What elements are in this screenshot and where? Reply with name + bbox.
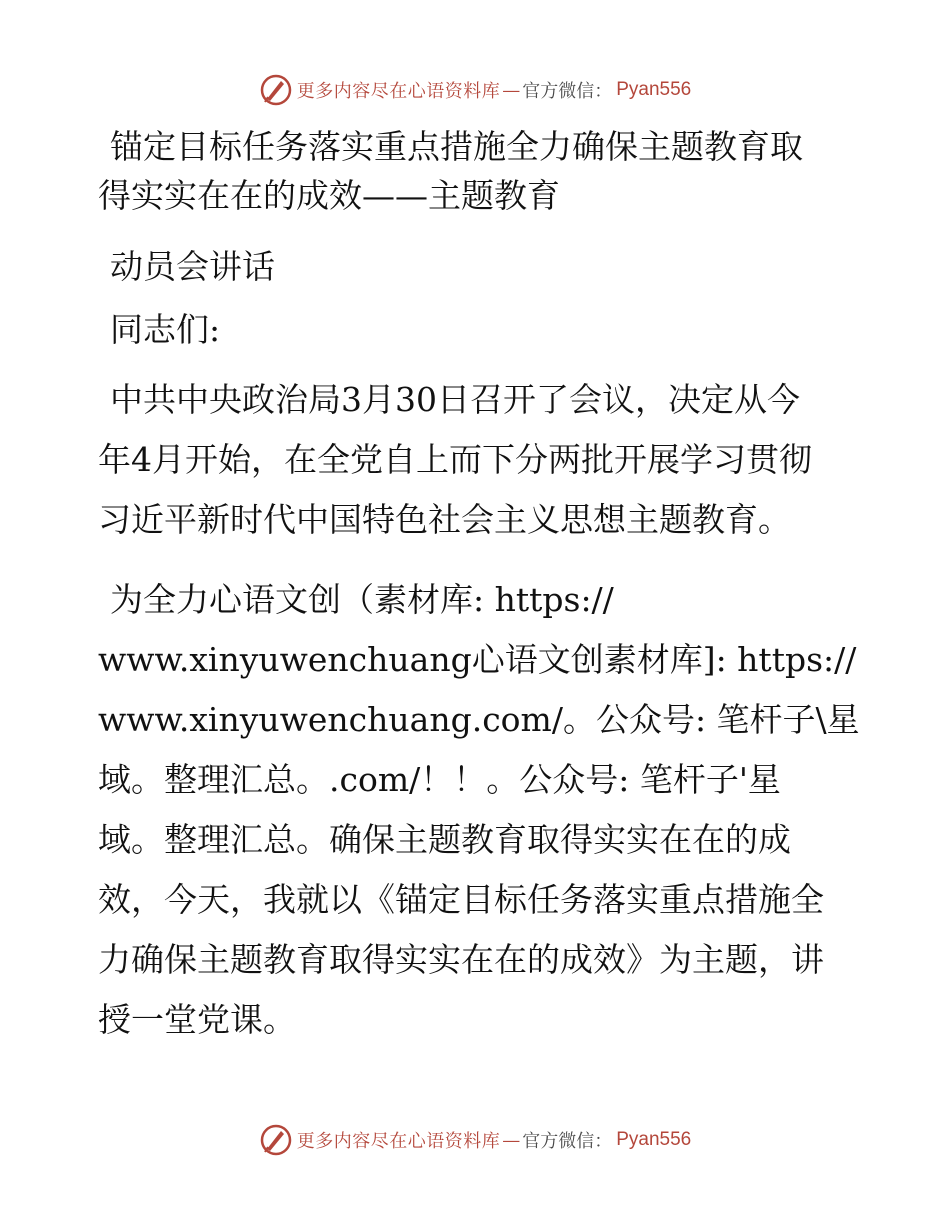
paragraph-line: 力确保主题教育取得实实在在的成效》为主题，讲 — [98, 940, 824, 979]
paragraph-1 — [98, 370, 858, 550]
watermark-wechat-id: Pyan556 — [616, 79, 692, 100]
watermark-wechat-label: 官方微信： — [522, 1131, 613, 1152]
paragraph-line: 习近平新时代中国特色社会主义思想主题教育。 — [98, 500, 791, 539]
feather-pen-logo-icon — [259, 73, 293, 107]
watermark-site-text: 更多内容尽在心语资料库 — [296, 1131, 501, 1152]
watermark-separator: — — [502, 79, 521, 101]
paragraph-line: 效，今天，我就以《锚定目标任务落实重点措施全 — [98, 880, 824, 919]
title-line: 锚定目标任务落实重点措施全力确保主题教育取 — [110, 127, 803, 166]
greeting: 同志们: — [110, 310, 221, 349]
title-line: 得实实在在的成效——主题教育 — [98, 176, 560, 215]
watermark-separator: — — [502, 1129, 521, 1151]
paragraph-line: www.xinyuwenchuang.com/。公众号: 笔杆子\星 — [98, 700, 860, 739]
paragraph-line: 授一堂党课。 — [98, 1000, 296, 1039]
paragraph-2 — [98, 570, 858, 1050]
header-watermark — [0, 70, 950, 110]
paragraph-line: 为全力心语文创（素材库: https:// — [110, 580, 614, 619]
watermark-wechat-label: 官方微信： — [522, 81, 613, 102]
document-subtitle: 动员会讲话 — [110, 247, 275, 286]
paragraph-line: 域。整理汇总。.com/！！。公众号: 笔杆子'星 — [98, 760, 781, 799]
paragraph-line: 域。整理汇总。确保主题教育取得实实在在的成 — [98, 820, 791, 859]
watermark-wechat-id: Pyan556 — [616, 1129, 692, 1150]
paragraph-line: 年4月开始，在全党自上而下分两批开展学习贯彻 — [98, 440, 812, 479]
document-body — [98, 122, 858, 1050]
footer-watermark — [0, 1120, 950, 1160]
watermark-site-text: 更多内容尽在心语资料库 — [296, 81, 501, 102]
document-title — [98, 122, 858, 220]
feather-pen-logo-icon — [259, 1123, 293, 1157]
paragraph-line: 中共中央政治局3月30日召开了会议，决定从今 — [110, 380, 800, 419]
paragraph-line: www.xinyuwenchuang心语文创素材库]: https:// — [98, 640, 857, 679]
